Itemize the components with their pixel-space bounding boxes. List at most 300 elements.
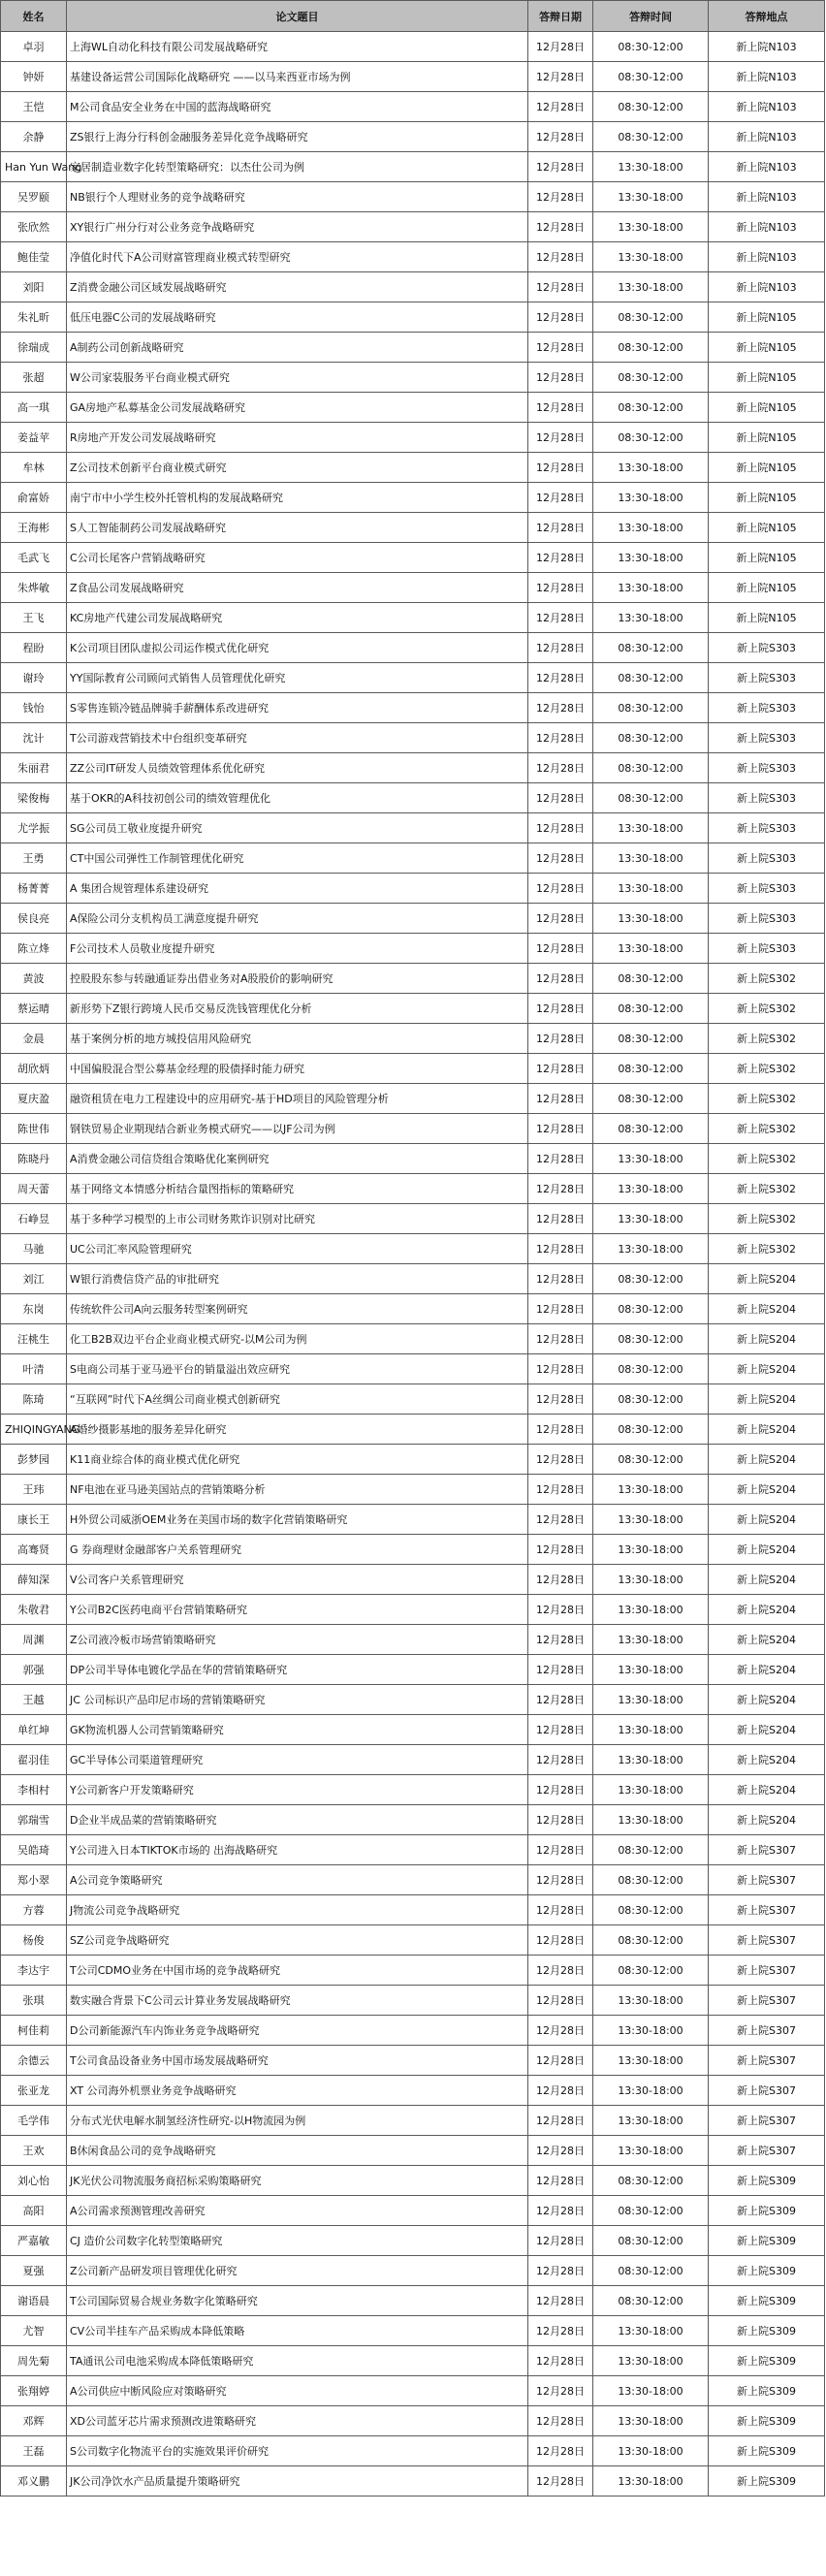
cell-topic: 融资租赁在电力工程建设中的应用研究-基于HD项目的风险管理分析: [67, 1084, 528, 1114]
cell-topic: 化工B2B双边平台企业商业模式研究-以M公司为例: [67, 1324, 528, 1354]
cell-name: 康长王: [1, 1505, 67, 1535]
cell-date: 12月28日: [528, 1625, 593, 1655]
table-row: [1, 1384, 825, 1415]
cell-place: 新上院N105: [709, 423, 825, 453]
cell-topic: Z公司液冷板市场营销策略研究: [67, 1625, 528, 1655]
table-row: [1, 1715, 825, 1745]
cell-name: 陈晓丹: [1, 1144, 67, 1174]
cell-topic: 基于案例分析的地方城投信用风险研究: [67, 1024, 528, 1054]
cell-date: 12月28日: [528, 783, 593, 813]
cell-time: 13:30-18:00: [593, 2136, 709, 2166]
cell-time: 08:30-12:00: [593, 1956, 709, 1986]
cell-name: 马驰: [1, 1234, 67, 1264]
table-row: [1, 1415, 825, 1445]
cell-name: 朱敬君: [1, 1595, 67, 1625]
cell-date: 12月28日: [528, 663, 593, 693]
cell-topic: UC公司汇率风险管理研究: [67, 1234, 528, 1264]
table-body: [1, 32, 825, 2496]
cell-time: 08:30-12:00: [593, 122, 709, 152]
cell-place: 新上院S307: [709, 2136, 825, 2166]
cell-date: 12月28日: [528, 1475, 593, 1505]
cell-date: 12月28日: [528, 513, 593, 543]
cell-time: 08:30-12:00: [593, 2286, 709, 2316]
header-place: 答辩地点: [709, 1, 825, 32]
cell-topic: JK公司净饮水产品质量提升策略研究: [67, 2466, 528, 2496]
cell-date: 12月28日: [528, 1204, 593, 1234]
cell-date: 12月28日: [528, 1986, 593, 2016]
cell-place: 新上院S307: [709, 1956, 825, 1986]
cell-time: 13:30-18:00: [593, 2046, 709, 2076]
cell-time: 13:30-18:00: [593, 603, 709, 633]
cell-date: 12月28日: [528, 62, 593, 92]
cell-name: 刘阳: [1, 272, 67, 302]
cell-topic: W银行消费信贷产品的审批研究: [67, 1264, 528, 1294]
cell-place: 新上院N103: [709, 152, 825, 182]
cell-time: 13:30-18:00: [593, 2316, 709, 2346]
cell-time: 08:30-12:00: [593, 1024, 709, 1054]
table-row: [1, 1264, 825, 1294]
cell-topic: A保险公司分支机构员工满意度提升研究: [67, 904, 528, 934]
cell-topic: A公司供应中断风险应对策略研究: [67, 2376, 528, 2406]
cell-name: 沈计: [1, 723, 67, 753]
cell-time: 13:30-18:00: [593, 1685, 709, 1715]
cell-name: 吴罗颐: [1, 182, 67, 212]
cell-name: 钱怡: [1, 693, 67, 723]
table-row: [1, 513, 825, 543]
cell-place: 新上院S302: [709, 1054, 825, 1084]
cell-topic: 净值化时代下A公司财富管理商业模式转型研究: [67, 242, 528, 272]
cell-name: 高阳: [1, 2196, 67, 2226]
cell-date: 12月28日: [528, 423, 593, 453]
cell-place: 新上院N103: [709, 32, 825, 62]
cell-place: 新上院S204: [709, 1625, 825, 1655]
cell-place: 新上院N105: [709, 603, 825, 633]
cell-name: 毛学伟: [1, 2106, 67, 2136]
cell-place: 新上院S303: [709, 843, 825, 874]
cell-name: 彭梦园: [1, 1445, 67, 1475]
cell-name: 邓辉: [1, 2406, 67, 2436]
cell-date: 12月28日: [528, 1565, 593, 1595]
cell-date: 12月28日: [528, 2226, 593, 2256]
cell-date: 12月28日: [528, 1956, 593, 1986]
cell-date: 12月28日: [528, 843, 593, 874]
cell-date: 12月28日: [528, 874, 593, 904]
table-row: [1, 1775, 825, 1805]
cell-date: 12月28日: [528, 934, 593, 964]
cell-date: 12月28日: [528, 1865, 593, 1895]
cell-topic: Y公司进入日本TIKTOK市场的 出海战略研究: [67, 1835, 528, 1865]
cell-place: 新上院S204: [709, 1505, 825, 1535]
cell-time: 13:30-18:00: [593, 152, 709, 182]
cell-date: 12月28日: [528, 1595, 593, 1625]
table-row: [1, 483, 825, 513]
cell-name: 谢玲: [1, 663, 67, 693]
cell-name: 胡欣炳: [1, 1054, 67, 1084]
cell-topic: 中国偏股混合型公募基金经理的股债择时能力研究: [67, 1054, 528, 1084]
cell-name: 鲍佳莹: [1, 242, 67, 272]
cell-time: 08:30-12:00: [593, 1354, 709, 1384]
table-row: [1, 1475, 825, 1505]
cell-date: 12月28日: [528, 1114, 593, 1144]
cell-time: 08:30-12:00: [593, 1925, 709, 1956]
cell-place: 新上院N103: [709, 122, 825, 152]
cell-topic: T公司游戏营销技术中台组织变革研究: [67, 723, 528, 753]
cell-topic: A制药公司创新战略研究: [67, 333, 528, 363]
cell-date: 12月28日: [528, 32, 593, 62]
table-row: [1, 1234, 825, 1264]
cell-name: 王飞: [1, 603, 67, 633]
cell-time: 08:30-12:00: [593, 1084, 709, 1114]
table-row: [1, 1865, 825, 1895]
cell-topic: CV公司半挂车产品采购成本降低策略: [67, 2316, 528, 2346]
cell-date: 12月28日: [528, 1144, 593, 1174]
cell-time: 13:30-18:00: [593, 1715, 709, 1745]
cell-name: 姜益苹: [1, 423, 67, 453]
table-row: [1, 2136, 825, 2166]
cell-time: 08:30-12:00: [593, 1294, 709, 1324]
cell-time: 13:30-18:00: [593, 1986, 709, 2016]
cell-topic: S零售连锁冷链品牌骑手薪酬体系改进研究: [67, 693, 528, 723]
cell-place: 新上院S204: [709, 1595, 825, 1625]
cell-date: 12月28日: [528, 723, 593, 753]
table-row: [1, 2016, 825, 2046]
cell-date: 12月28日: [528, 2016, 593, 2046]
cell-place: 新上院S309: [709, 2436, 825, 2466]
cell-topic: Z消费金融公司区域发展战略研究: [67, 272, 528, 302]
cell-time: 13:30-18:00: [593, 573, 709, 603]
cell-topic: 分布式光伏电解水制氢经济性研究-以H物流园为例: [67, 2106, 528, 2136]
table-row: [1, 813, 825, 843]
cell-time: 13:30-18:00: [593, 1505, 709, 1535]
cell-name: 高骞贤: [1, 1535, 67, 1565]
table-row: [1, 92, 825, 122]
cell-place: 新上院S309: [709, 2406, 825, 2436]
table-row: [1, 182, 825, 212]
table-row: [1, 272, 825, 302]
cell-name: 高一琪: [1, 393, 67, 423]
cell-time: 08:30-12:00: [593, 1054, 709, 1084]
cell-time: 08:30-12:00: [593, 1114, 709, 1144]
cell-name: 朱礼昕: [1, 302, 67, 333]
table-row: [1, 2406, 825, 2436]
table-row: [1, 1625, 825, 1655]
cell-name: 吴皓琦: [1, 1835, 67, 1865]
cell-time: 08:30-12:00: [593, 693, 709, 723]
cell-date: 12月28日: [528, 2316, 593, 2346]
header-topic: 论文题目: [67, 1, 528, 32]
cell-topic: Z公司技术创新平台商业模式研究: [67, 453, 528, 483]
cell-topic: SZ公司竞争战略研究: [67, 1925, 528, 1956]
cell-name: 郭瑞雪: [1, 1805, 67, 1835]
cell-name: 李相村: [1, 1775, 67, 1805]
cell-place: 新上院N103: [709, 62, 825, 92]
table-row: [1, 212, 825, 242]
cell-name: 侯良亮: [1, 904, 67, 934]
cell-time: 13:30-18:00: [593, 2466, 709, 2496]
cell-topic: XD公司蓝牙芯片需求预测改进策略研究: [67, 2406, 528, 2436]
cell-time: 08:30-12:00: [593, 1324, 709, 1354]
table-row: [1, 573, 825, 603]
cell-date: 12月28日: [528, 1354, 593, 1384]
cell-place: 新上院S303: [709, 934, 825, 964]
cell-date: 12月28日: [528, 1384, 593, 1415]
cell-topic: 基于网络文本情感分析结合量图指标的策略研究: [67, 1174, 528, 1204]
cell-date: 12月28日: [528, 363, 593, 393]
cell-date: 12月28日: [528, 2376, 593, 2406]
table-row: [1, 633, 825, 663]
cell-time: 13:30-18:00: [593, 1174, 709, 1204]
table-row: [1, 32, 825, 62]
cell-date: 12月28日: [528, 964, 593, 994]
cell-name: 柯佳莉: [1, 2016, 67, 2046]
table-row: [1, 1535, 825, 1565]
cell-place: 新上院S204: [709, 1415, 825, 1445]
cell-name: 金晨: [1, 1024, 67, 1054]
cell-place: 新上院S309: [709, 2316, 825, 2346]
cell-time: 13:30-18:00: [593, 2406, 709, 2436]
cell-topic: 家居制造业数字化转型策略研究：以杰仕公司为例: [67, 152, 528, 182]
cell-time: 08:30-12:00: [593, 1415, 709, 1445]
table-row: [1, 1505, 825, 1535]
cell-place: 新上院S307: [709, 2076, 825, 2106]
cell-date: 12月28日: [528, 1655, 593, 1685]
table-row: [1, 1204, 825, 1234]
cell-place: 新上院S204: [709, 1685, 825, 1715]
cell-time: 08:30-12:00: [593, 1865, 709, 1895]
cell-place: 新上院N105: [709, 363, 825, 393]
cell-time: 13:30-18:00: [593, 1204, 709, 1234]
cell-date: 12月28日: [528, 633, 593, 663]
cell-date: 12月28日: [528, 333, 593, 363]
cell-name: 俞富娇: [1, 483, 67, 513]
cell-topic: XY银行广州分行对公业务竞争战略研究: [67, 212, 528, 242]
cell-topic: T公司CDMO业务在中国市场的竞争战略研究: [67, 1956, 528, 1986]
cell-date: 12月28日: [528, 1715, 593, 1745]
cell-time: 08:30-12:00: [593, 423, 709, 453]
table-row: [1, 1324, 825, 1354]
cell-time: 08:30-12:00: [593, 2226, 709, 2256]
cell-name: ZHIQINGYANG: [1, 1415, 67, 1445]
cell-topic: C公司长尾客户营销战略研究: [67, 543, 528, 573]
table-row: [1, 693, 825, 723]
table-row: [1, 363, 825, 393]
cell-topic: GA房地产私募基金公司发展战略研究: [67, 393, 528, 423]
cell-name: 汪桃生: [1, 1324, 67, 1354]
table-row: [1, 753, 825, 783]
cell-date: 12月28日: [528, 152, 593, 182]
cell-time: 08:30-12:00: [593, 723, 709, 753]
cell-name: 王欢: [1, 2136, 67, 2166]
cell-place: 新上院N105: [709, 543, 825, 573]
cell-time: 13:30-18:00: [593, 272, 709, 302]
cell-time: 13:30-18:00: [593, 1595, 709, 1625]
cell-place: 新上院S303: [709, 783, 825, 813]
table-row: [1, 1565, 825, 1595]
cell-name: 朱烨敏: [1, 573, 67, 603]
cell-topic: SG公司员工敬业度提升研究: [67, 813, 528, 843]
cell-time: 08:30-12:00: [593, 1835, 709, 1865]
cell-time: 13:30-18:00: [593, 1475, 709, 1505]
table-row: [1, 2346, 825, 2376]
cell-topic: ZS银行上海分行科创金融服务差异化竞争战略研究: [67, 122, 528, 152]
table-row: [1, 2436, 825, 2466]
cell-date: 12月28日: [528, 2436, 593, 2466]
cell-place: 新上院N105: [709, 333, 825, 363]
cell-date: 12月28日: [528, 1174, 593, 1204]
cell-name: 单红坤: [1, 1715, 67, 1745]
cell-place: 新上院N103: [709, 242, 825, 272]
cell-topic: D公司新能源汽车内饰业务竞争战略研究: [67, 2016, 528, 2046]
cell-topic: H外贸公司威浙OEM业务在美国市场的数字化营销策略研究: [67, 1505, 528, 1535]
cell-date: 12月28日: [528, 2076, 593, 2106]
table-row: [1, 393, 825, 423]
cell-name: 薛知深: [1, 1565, 67, 1595]
cell-topic: NF电池在亚马逊美国站点的营销策略分析: [67, 1475, 528, 1505]
table-row: [1, 2466, 825, 2496]
table-row: [1, 1084, 825, 1114]
cell-name: 翟羽佳: [1, 1745, 67, 1775]
cell-place: 新上院S309: [709, 2256, 825, 2286]
cell-place: 新上院S307: [709, 2016, 825, 2046]
cell-topic: 基于OKR的A科技初创公司的绩效管理优化: [67, 783, 528, 813]
cell-date: 12月28日: [528, 753, 593, 783]
cell-date: 12月28日: [528, 1805, 593, 1835]
cell-name: 王恺: [1, 92, 67, 122]
cell-date: 12月28日: [528, 1835, 593, 1865]
cell-time: 08:30-12:00: [593, 2196, 709, 2226]
cell-date: 12月28日: [528, 1535, 593, 1565]
table-row: [1, 843, 825, 874]
cell-place: 新上院S302: [709, 1174, 825, 1204]
table-row: [1, 1925, 825, 1956]
table-row: [1, 1144, 825, 1174]
cell-time: 13:30-18:00: [593, 934, 709, 964]
cell-place: 新上院S204: [709, 1805, 825, 1835]
cell-name: 夏庆盈: [1, 1084, 67, 1114]
cell-place: 新上院S204: [709, 1475, 825, 1505]
cell-name: 程盼: [1, 633, 67, 663]
cell-time: 08:30-12:00: [593, 2166, 709, 2196]
cell-name: 杨俊: [1, 1925, 67, 1956]
cell-topic: T公司国际贸易合规业务数字化策略研究: [67, 2286, 528, 2316]
cell-name: 李达宇: [1, 1956, 67, 1986]
cell-topic: S公司数字化物流平台的实施效果评价研究: [67, 2436, 528, 2466]
cell-name: 东岗: [1, 1294, 67, 1324]
cell-date: 12月28日: [528, 1324, 593, 1354]
cell-name: 张翔婷: [1, 2376, 67, 2406]
cell-topic: V公司客户关系管理研究: [67, 1565, 528, 1595]
cell-name: 石峥昱: [1, 1204, 67, 1234]
table-row: [1, 874, 825, 904]
cell-topic: B休闲食品公司的竞争战略研究: [67, 2136, 528, 2166]
cell-date: 12月28日: [528, 994, 593, 1024]
cell-time: 13:30-18:00: [593, 182, 709, 212]
cell-place: 新上院S307: [709, 1865, 825, 1895]
cell-place: 新上院S309: [709, 2346, 825, 2376]
cell-place: 新上院S303: [709, 633, 825, 663]
table-row: [1, 603, 825, 633]
cell-name: 谢语晨: [1, 2286, 67, 2316]
cell-date: 12月28日: [528, 182, 593, 212]
cell-date: 12月28日: [528, 2256, 593, 2286]
table-row: [1, 2286, 825, 2316]
cell-date: 12月28日: [528, 242, 593, 272]
cell-name: 王海彬: [1, 513, 67, 543]
header-row: [1, 1, 825, 32]
cell-place: 新上院S307: [709, 2046, 825, 2076]
cell-place: 新上院S307: [709, 1835, 825, 1865]
cell-name: 刘江: [1, 1264, 67, 1294]
cell-place: 新上院S307: [709, 1895, 825, 1925]
cell-date: 12月28日: [528, 212, 593, 242]
cell-topic: A消费金融公司信贷组合策略优化案例研究: [67, 1144, 528, 1174]
cell-time: 13:30-18:00: [593, 513, 709, 543]
table-row: [1, 1895, 825, 1925]
table-row: [1, 302, 825, 333]
cell-place: 新上院N105: [709, 453, 825, 483]
cell-time: 13:30-18:00: [593, 1805, 709, 1835]
cell-name: 张超: [1, 363, 67, 393]
cell-time: 08:30-12:00: [593, 994, 709, 1024]
cell-time: 08:30-12:00: [593, 62, 709, 92]
cell-place: 新上院S302: [709, 1084, 825, 1114]
cell-topic: S电商公司基于亚马逊平台的销量溢出效应研究: [67, 1354, 528, 1384]
cell-time: 08:30-12:00: [593, 92, 709, 122]
cell-time: 13:30-18:00: [593, 242, 709, 272]
table-row: [1, 1024, 825, 1054]
header-time: 答辩时间: [593, 1, 709, 32]
cell-time: 08:30-12:00: [593, 333, 709, 363]
cell-name: 刘心怡: [1, 2166, 67, 2196]
cell-topic: J物流公司竞争战略研究: [67, 1895, 528, 1925]
cell-date: 12月28日: [528, 2466, 593, 2496]
cell-date: 12月28日: [528, 543, 593, 573]
table-row: [1, 2256, 825, 2286]
cell-topic: KC房地产代建公司发展战略研究: [67, 603, 528, 633]
table-row: [1, 152, 825, 182]
cell-name: 杨菁菁: [1, 874, 67, 904]
table-row: [1, 964, 825, 994]
cell-time: 13:30-18:00: [593, 1625, 709, 1655]
table-row: [1, 1294, 825, 1324]
table-row: [1, 723, 825, 753]
cell-name: 张欣然: [1, 212, 67, 242]
table-row: [1, 122, 825, 152]
cell-date: 12月28日: [528, 1054, 593, 1084]
cell-topic: S人工智能制药公司发展战略研究: [67, 513, 528, 543]
cell-date: 12月28日: [528, 1294, 593, 1324]
cell-time: 08:30-12:00: [593, 1895, 709, 1925]
cell-topic: G 券商理财金融部客户关系管理研究: [67, 1535, 528, 1565]
table-row: [1, 1445, 825, 1475]
cell-name: 陈琦: [1, 1384, 67, 1415]
table-row: [1, 1745, 825, 1775]
cell-topic: 控股股东参与转融通证券出借业务对A股股价的影响研究: [67, 964, 528, 994]
cell-name: 牟林: [1, 453, 67, 483]
cell-time: 13:30-18:00: [593, 2436, 709, 2466]
cell-time: 13:30-18:00: [593, 2076, 709, 2106]
cell-time: 13:30-18:00: [593, 1565, 709, 1595]
cell-place: 新上院S302: [709, 1234, 825, 1264]
cell-topic: D企业半成品菜的营销策略研究: [67, 1805, 528, 1835]
cell-topic: Y公司B2C医药电商平台营销策略研究: [67, 1595, 528, 1625]
cell-place: 新上院S309: [709, 2286, 825, 2316]
cell-time: 08:30-12:00: [593, 663, 709, 693]
table-row: [1, 423, 825, 453]
cell-time: 08:30-12:00: [593, 393, 709, 423]
cell-topic: T公司食品设备业务中国市场发展战略研究: [67, 2046, 528, 2076]
cell-time: 13:30-18:00: [593, 1144, 709, 1174]
